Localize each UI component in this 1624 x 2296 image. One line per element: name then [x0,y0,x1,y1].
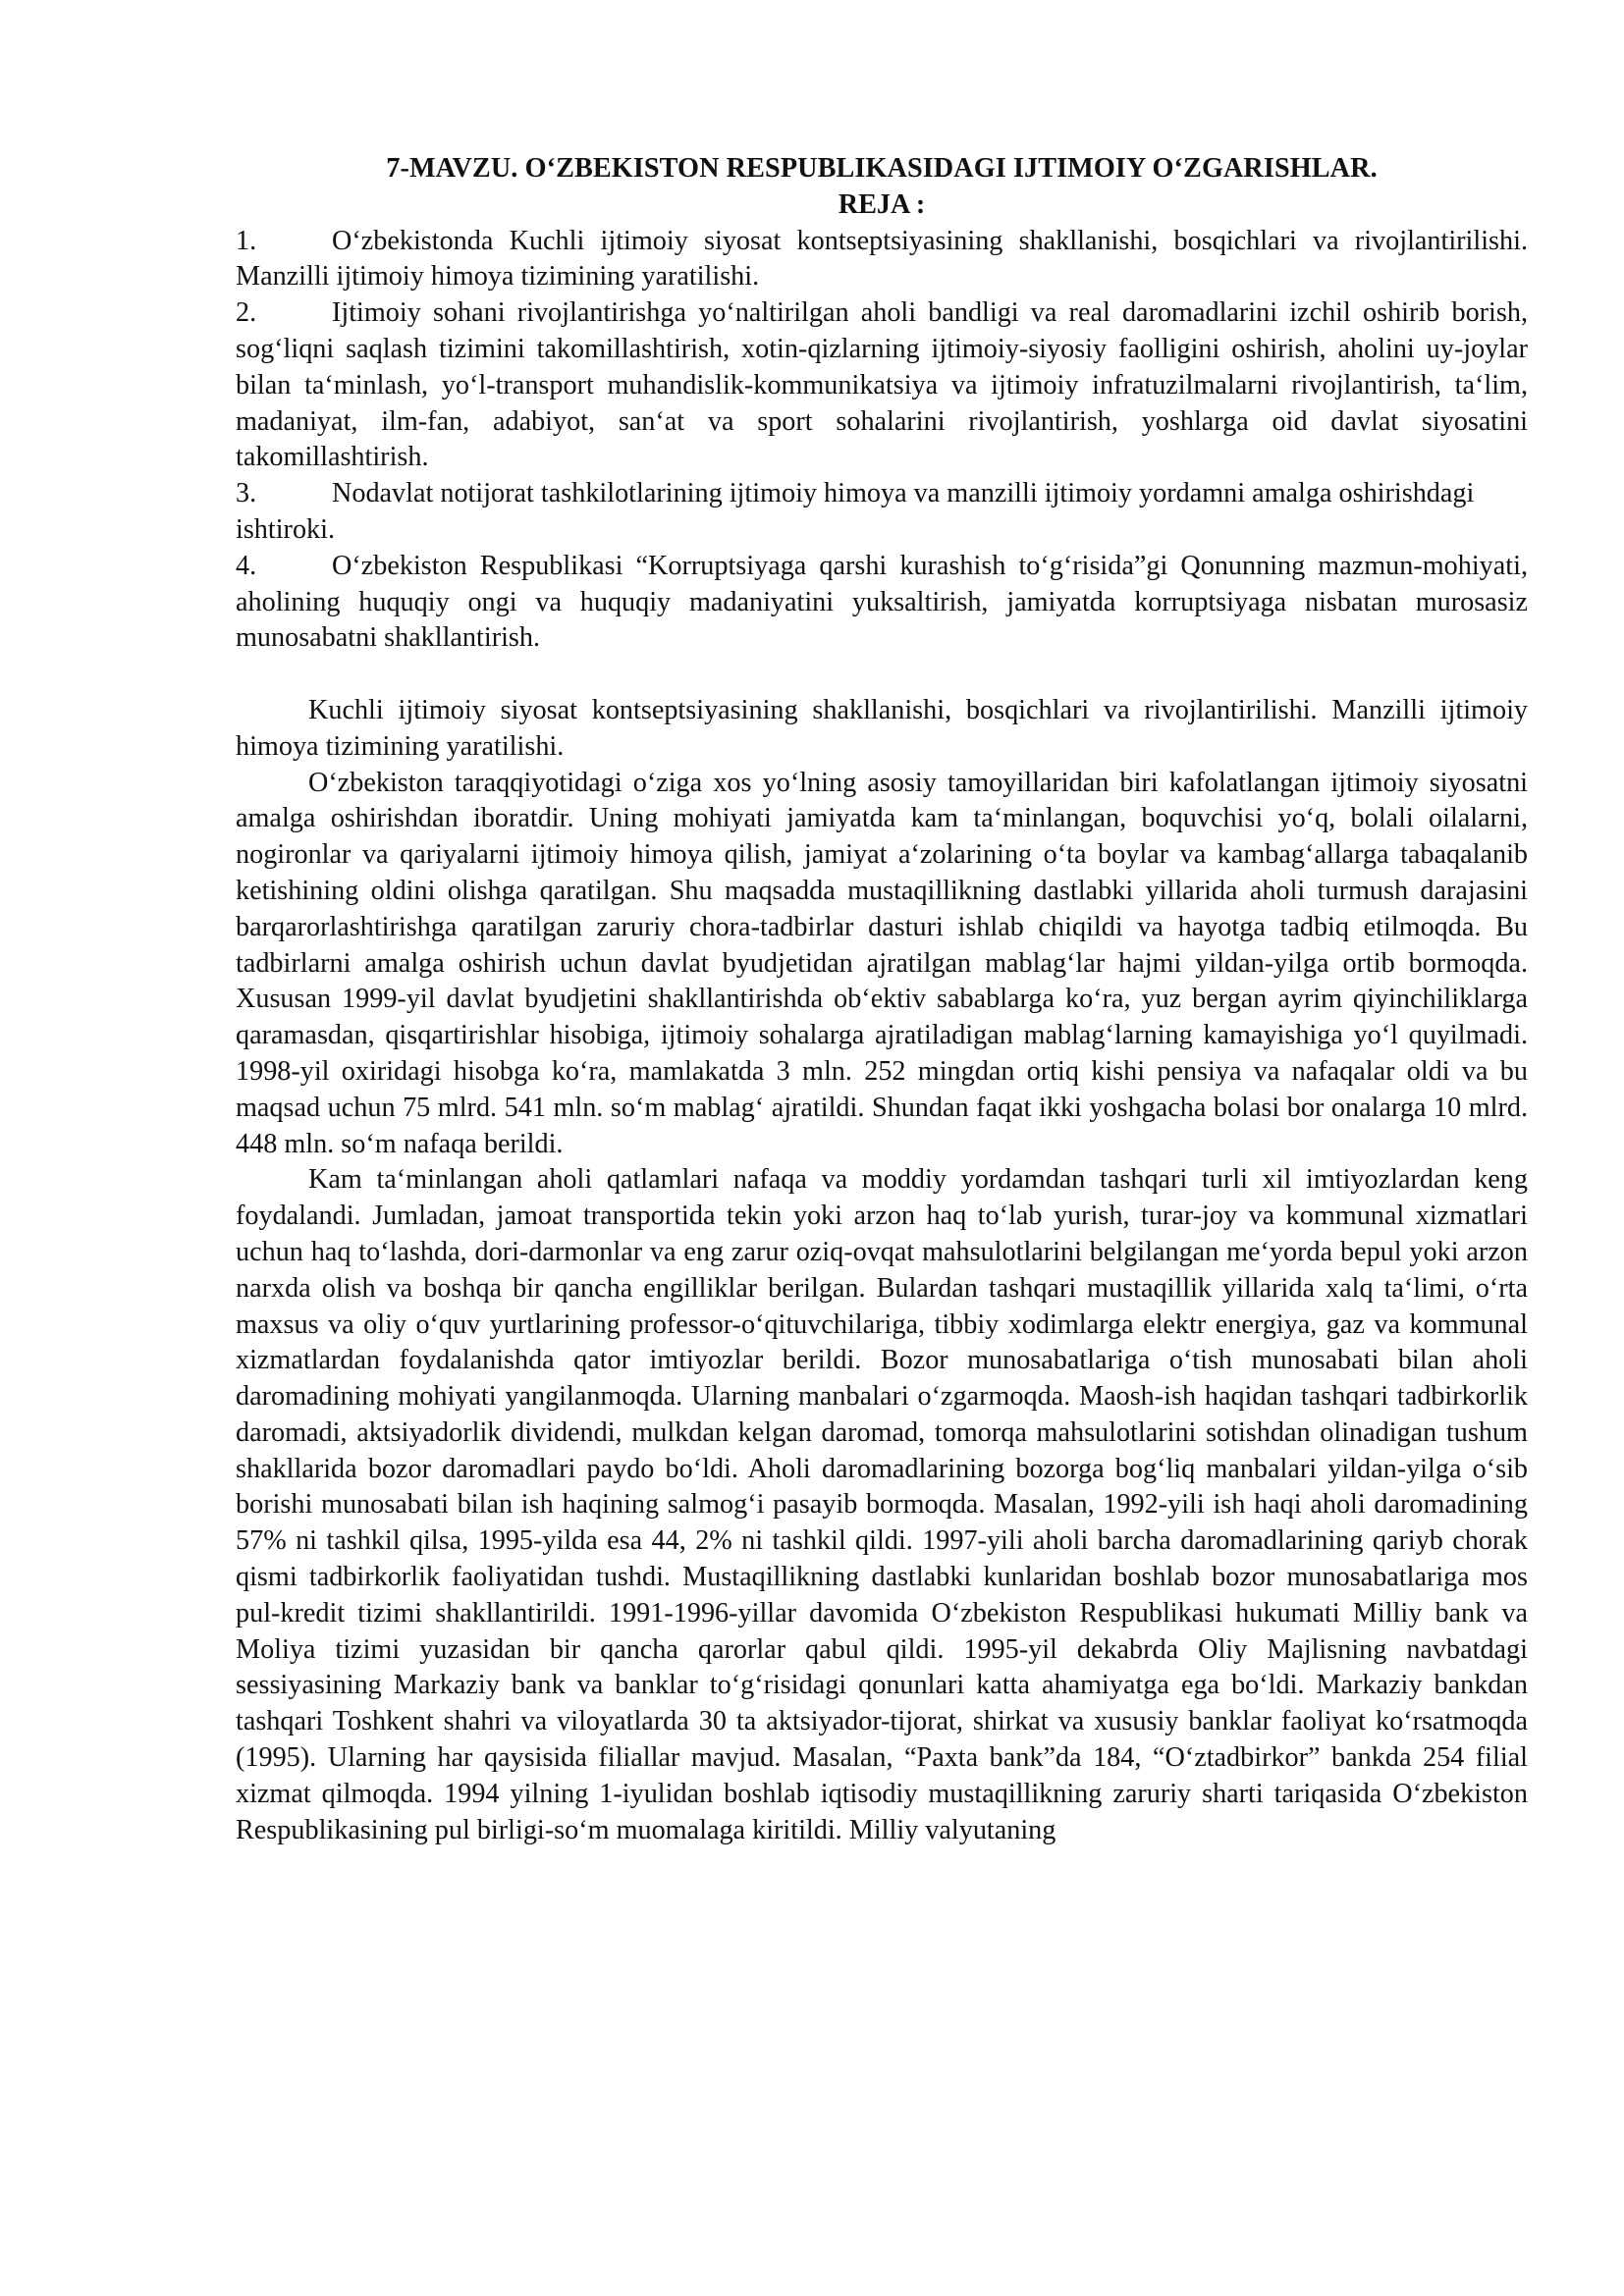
document-title: 7-MAVZU. O‘ZBEKISTON RESPUBLIKASIDAGI IJTIMOIY O‘ZGARISHLAR. [386,153,1378,184]
body-paragraph: Kam ta‘minlangan aholi qatlamlari nafaqa va moddiy yordamdan tashqari turli xil imtiyozlardan keng foydalandi. Jumladan, jamoat transportida tekin yoki arzon haq to‘lab yurish, turar-joy va kommunal xizmatlari uchun haq to‘lashda, dori-darmonlar va eng zarur oziq-ovqat mahsulotlarini belgilangan me‘yorda bepul yoki arzon narxda olish va boshqa bir qancha engilliklar berilgan. Bulardan tashqari mustaqillik yillarida xalq ta‘limi, o‘rta maxsus va oliy o‘quv yurtlarining professor-o‘qituvchilariga, tibbiy xodimlarga elektr energiya, gaz va kommunal xizmatlardan foydalanishda qator imtiyozlar berildi. Bozor munosabatlariga o‘tish munosabati bilan aholi daromadining mohiyati yangilanmoqda. Ularning manbalari o‘zgarmoqda. Maosh-ish haqidan tashqari tadbirkorlik daromadi, aktsiyadorlik dividendi, mulkdan kelgan daromad, tomorqa mahsulotlarini sotishdan olinadigan tushum shakllarida bozor daromadlari paydo bo‘ldi. Aholi daromadlarining bozorga bog‘liq manbalari yildan-yilga o‘sib borishi munosabati bilan ish haqining salmog‘i pasayib bormoqda. Masalan, 1992-yili ish haqi aholi daromadining 57% ni tashkil qilsa, 1995-yilda esa 44, 2% ni tashkil qildi. 1997-yili aholi barcha daromadlarining qariyb chorak qismi tadbirkorlik faoliyatidan tushdi. Mustaqillikning dastlabki kunlaridan boshlab bozor munosabatlariga mos pul-kredit tizimi shakllantirildi. 1991-1996-yillar davomida O‘zbekiston Respublikasi hukumati Milliy bank va Moliya tizimi yuzasidan bir qancha qarorlar qabul qildi. 1995-yil dekabrda Oliy Majlisning navbatdagi sessiyasining Markaziy bank va banklar to‘g‘risidagi qonunlari katta ahamiyatga ega bo‘ldi. Markaziy bankdan tashqari Toshkent shahri va viloyatlarda 30 ta aktsiyador-tijorat, shirkat va xususiy banklar faoliyat ko‘rsatmoqda (1995). Ularning har qaysisida filiallar mavjud. Masalan, “Paxta bank”da 184, “O‘ztadbirkor” bankda 254 filial xizmat qilmoqda. 1994 yilning 1-iyulidan boshlab iqtisodiy mustaqillikning zaruriy sharti tariqasida O‘zbekiston Respublikasining pul birligi-so‘m muomalaga kiritildi. Milliy valyutaning [236,1164,1528,1845]
plan-heading: REJA : [838,188,926,220]
blank-line [236,657,1528,693]
plan-item-text: O‘zbekistonda Kuchli ijtimoiy siyosat kontseptsiyasining shakllanishi, bosqichlari va rivojlantirilishi. Manzilli ijtimoiy himoya tizimining yaratilishi. [236,225,1528,293]
plan-item-text: Ijtimoiy sohani rivojlantirishga yo‘naltirilgan aholi bandligi va real daromadlarini izchil oshirib borish, sog‘liqni saqlash tizimini takomillashtirish, xotin-qizlarning ijtimoiy-siyosiy faolligini oshirish, aholini uy-joylar bilan ta‘minlash, yo‘l-transport muhandislik-kommunikatsiya va ijtimoiy infratuzilmalarni rivojlantirish, ta‘lim, madaniyat, ilm-fan, adabiyot, san‘at va sport sohalarini rivojlantirish, yoshlarga oid davlat siyosatini takomillashtirish. [236,297,1528,473]
plan-list [236,224,1528,658]
plan-item-number: 3. [236,478,257,509]
plan-item [236,549,1528,657]
plan-item-number: 2. [236,297,257,329]
plan-item-number: 1. [236,225,257,256]
plan-item-number: 4. [236,550,257,581]
body-paragraph: O‘zbekiston taraqqiyotidagi o‘ziga xos yo‘lning asosiy tamoyillaridan biri kafolatlangan ijtimoiy siyosatni amalga oshirishdan iboratdir. Uning mohiyati jamiyatda kam ta‘minlangan, boquvchisi yo‘q, bolali oilalarni, nogironlar va qariyalarni ijtimoiy himoya qilish, jamiyat a‘zolarining o‘ta boylar va kambag‘allarga tabaqalanib ketishining oldini olishga qaratilgan. Shu maqsadda mustaqillikning dastlabki yillarida aholi turmush darajasini barqarorlashtirishga qaratilgan zaruriy chora-tadbirlar dasturi ishlab chiqildi va hayotga tadbiq etilmoqda. Bu tadbirlarni amalga oshirish uchun davlat byudjetidan ajratilgan mablag‘lar hajmi yildan-yilga ortib bormoqda. Xususan 1999-yil davlat byudjetini shakllantirishda ob‘ektiv sabablarga ko‘ra, yuz bergan ayrim qiyinchiliklarga qaramasdan, qisqartirishlar hisobiga, ijtimoiy sohalarga ajratiladigan mablag‘larning kamayishiga yo‘l quyilmadi. 1998-yil oxiridagi hisobga ko‘ra, mamlakatda 3 mln. 252 mingdan ortiq kishi pensiya va nafaqalar oldi va bu maqsad uchun 75 mlrd. 541 mln. so‘m mablag‘ ajratildi. Shundan faqat ikki yoshgacha bolasi bor onalarga 10 mlrd. 448 mln. so‘m nafaqa berildi. [236,767,1528,1159]
plan-item [236,224,1528,296]
plan-item [236,476,1528,549]
document-page [236,151,1528,1848]
plan-item-text: O‘zbekiston Respublikasi “Korruptsiyaga qarshi kurashish to‘g‘risida”gi Qonunning mazmun-mohiyati, aholining huquqiy ongi va huquqiy madaniyatini yuksaltirish, jamiyatda korruptsiyaga nisbatan murosasiz munosabatni shakllantirish. [236,550,1528,654]
plan-item-text: Nodavlat notijorat tashkilotlarining ijtimoiy himoya va manzilli ijtimoiy yordamni amalga oshirishdagi ishtiroki. [236,478,1475,545]
plan-item [236,295,1528,476]
section-heading: Kuchli ijtimoiy siyosat kontseptsiyasining shakllanishi, bosqichlari va rivojlantirilishi. Manzilli ijtimoiy himoya tizimining yaratilishi. [236,694,1528,762]
